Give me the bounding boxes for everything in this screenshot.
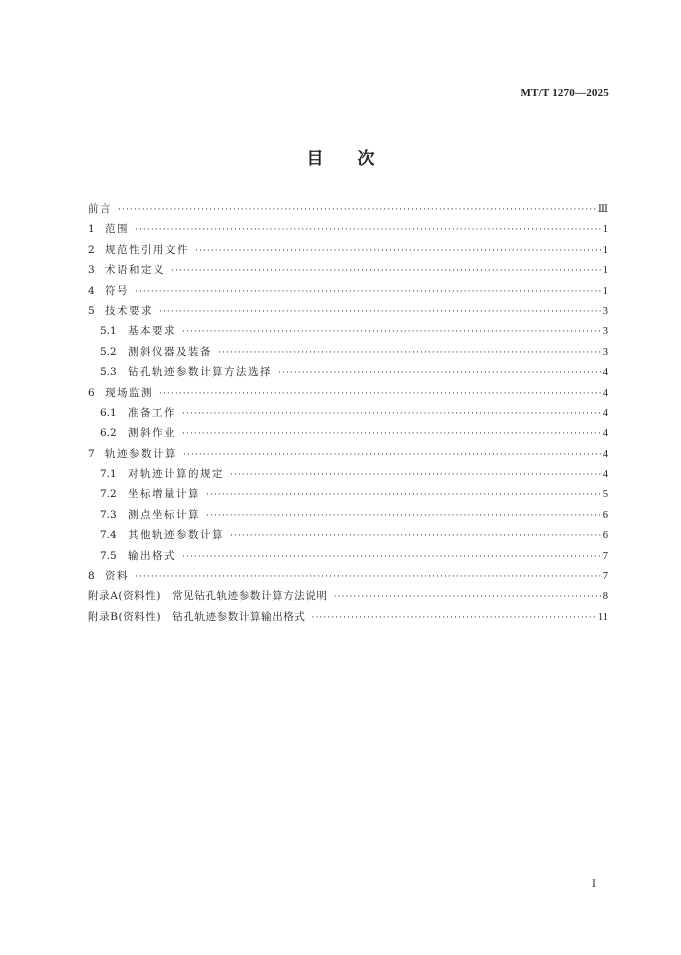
toc-entry[interactable] <box>88 342 608 362</box>
toc-entry-number: 6.1 <box>100 406 117 419</box>
toc-entry-page: 1 <box>602 224 608 236</box>
toc-entry[interactable] <box>88 464 608 484</box>
toc-entry[interactable] <box>88 403 608 423</box>
page-title: 目次 <box>306 149 409 169</box>
toc-leader-dots <box>183 445 602 465</box>
toc-entry-page: 3 <box>602 305 608 317</box>
toc-leader-dots <box>118 200 597 220</box>
toc-leader-dots <box>195 241 602 261</box>
toc-entry-title: 规范性引用文件 <box>105 243 189 256</box>
toc-entry-page: 6 <box>602 530 608 542</box>
toc-entry-number: 7.3 <box>100 508 117 521</box>
toc-entry-title: 技术要求 <box>105 304 153 317</box>
toc-entry-number: 6 <box>88 386 95 399</box>
toc-entry-title: 现场监测 <box>105 386 153 399</box>
toc-entry-number: 6.2 <box>100 427 117 440</box>
toc-entry-page: 3 <box>602 326 608 338</box>
toc-entry-number: 3 <box>88 264 95 277</box>
table-of-contents <box>88 199 608 627</box>
toc-entry[interactable] <box>88 321 608 341</box>
toc-entry[interactable] <box>88 484 608 504</box>
toc-leader-dots <box>218 343 602 363</box>
toc-entry-page: Ⅲ <box>597 204 608 215</box>
toc-entry-title: 附录A(资料性) 常见钻孔轨迹参数计算方法说明 <box>88 590 328 603</box>
toc-entry-page: 8 <box>602 591 608 603</box>
toc-entry-number: 5 <box>88 304 95 317</box>
toc-entry-page: 3 <box>602 346 608 358</box>
toc-entry-title: 坐标增量计算 <box>128 488 200 501</box>
toc-entry-number: 7.4 <box>100 529 117 542</box>
toc-leader-dots <box>206 506 602 526</box>
toc-leader-dots <box>334 587 602 607</box>
toc-entry[interactable] <box>88 301 608 321</box>
toc-entry-page: 1 <box>602 244 608 256</box>
toc-entry[interactable] <box>88 444 608 464</box>
toc-leader-dots <box>159 302 602 322</box>
toc-leader-dots <box>230 526 602 546</box>
toc-entry[interactable] <box>88 423 608 443</box>
toc-entry[interactable] <box>88 362 608 382</box>
toc-entry-number: 7 <box>88 447 95 460</box>
toc-entry-number: 7.5 <box>100 549 117 562</box>
toc-entry-number: 7.2 <box>100 488 117 501</box>
toc-entry-page: 4 <box>602 428 608 440</box>
toc-entry-title: 附录B(资料性) 钻孔轨迹参数计算输出格式 <box>88 610 306 623</box>
toc-leader-dots <box>182 404 602 424</box>
toc-leader-dots <box>312 608 597 628</box>
toc-entry-title: 准备工作 <box>128 406 176 419</box>
toc-leader-dots <box>182 424 602 444</box>
toc-entry-number: 5.3 <box>100 366 117 379</box>
toc-entry-number: 8 <box>88 570 95 583</box>
toc-entry-page: 7 <box>602 550 608 562</box>
toc-entry[interactable] <box>88 505 608 525</box>
toc-entry-title: 测点坐标计算 <box>128 508 200 521</box>
toc-leader-dots <box>206 485 602 505</box>
toc-entry-title: 测斜仪器及装备 <box>128 345 212 358</box>
toc-entry-title: 基本要求 <box>128 325 176 338</box>
toc-entry-title: 术语和定义 <box>105 264 165 277</box>
toc-entry-number: 5.2 <box>100 345 117 358</box>
toc-entry-page: 1 <box>602 265 608 277</box>
toc-leader-dots <box>278 363 602 383</box>
toc-entry[interactable] <box>88 607 608 627</box>
toc-entry-title: 对轨迹计算的规定 <box>128 468 224 481</box>
toc-entry-page: 4 <box>602 387 608 399</box>
toc-entry-page: 11 <box>597 611 608 623</box>
toc-entry-title: 测斜作业 <box>128 427 176 440</box>
toc-entry-title: 符号 <box>105 284 129 297</box>
toc-entry-title: 钻孔轨迹参数计算方法选择 <box>128 366 272 379</box>
toc-entry-title: 范围 <box>105 223 129 236</box>
toc-entry[interactable] <box>88 199 608 219</box>
toc-entry-page: 4 <box>602 407 608 419</box>
toc-leader-dots <box>182 322 602 342</box>
toc-entry[interactable] <box>88 546 608 566</box>
toc-leader-dots <box>135 282 602 302</box>
toc-entry-title: 轨迹参数计算 <box>105 447 177 460</box>
toc-entry-number: 7.1 <box>100 468 117 481</box>
toc-entry[interactable] <box>88 566 608 586</box>
toc-leader-dots <box>230 465 602 485</box>
toc-leader-dots <box>135 220 602 240</box>
toc-entry-number: 1 <box>88 223 95 236</box>
toc-entry-page: 6 <box>602 509 608 521</box>
toc-entry-page: 4 <box>602 367 608 379</box>
toc-entry-title: 其他轨迹参数计算 <box>128 529 224 542</box>
toc-entry-page: 4 <box>602 469 608 481</box>
toc-leader-dots <box>182 547 602 567</box>
toc-entry-title: 资料 <box>105 570 129 583</box>
toc-leader-dots <box>171 261 602 281</box>
toc-entry-title: 前言 <box>88 203 112 215</box>
toc-entry-number: 5.1 <box>100 325 117 338</box>
toc-entry[interactable] <box>88 219 608 239</box>
toc-leader-dots <box>135 567 602 587</box>
toc-entry-page: 4 <box>602 448 608 460</box>
toc-entry-number: 2 <box>88 243 95 256</box>
toc-entry[interactable] <box>88 586 608 606</box>
standard-code: MT/T 1270—2025 <box>520 87 609 99</box>
toc-entry[interactable] <box>88 260 608 280</box>
toc-entry-number: 4 <box>88 284 95 297</box>
toc-entry-page: 7 <box>602 571 608 583</box>
toc-leader-dots <box>159 384 602 404</box>
toc-entry[interactable] <box>88 525 608 545</box>
toc-entry[interactable] <box>88 240 608 260</box>
toc-entry-page: 1 <box>602 285 608 297</box>
toc-entry[interactable] <box>88 281 608 301</box>
toc-entry-page: 5 <box>602 489 608 501</box>
page-number: Ⅰ <box>592 879 596 890</box>
toc-entry[interactable] <box>88 383 608 403</box>
toc-entry-title: 输出格式 <box>128 549 176 562</box>
